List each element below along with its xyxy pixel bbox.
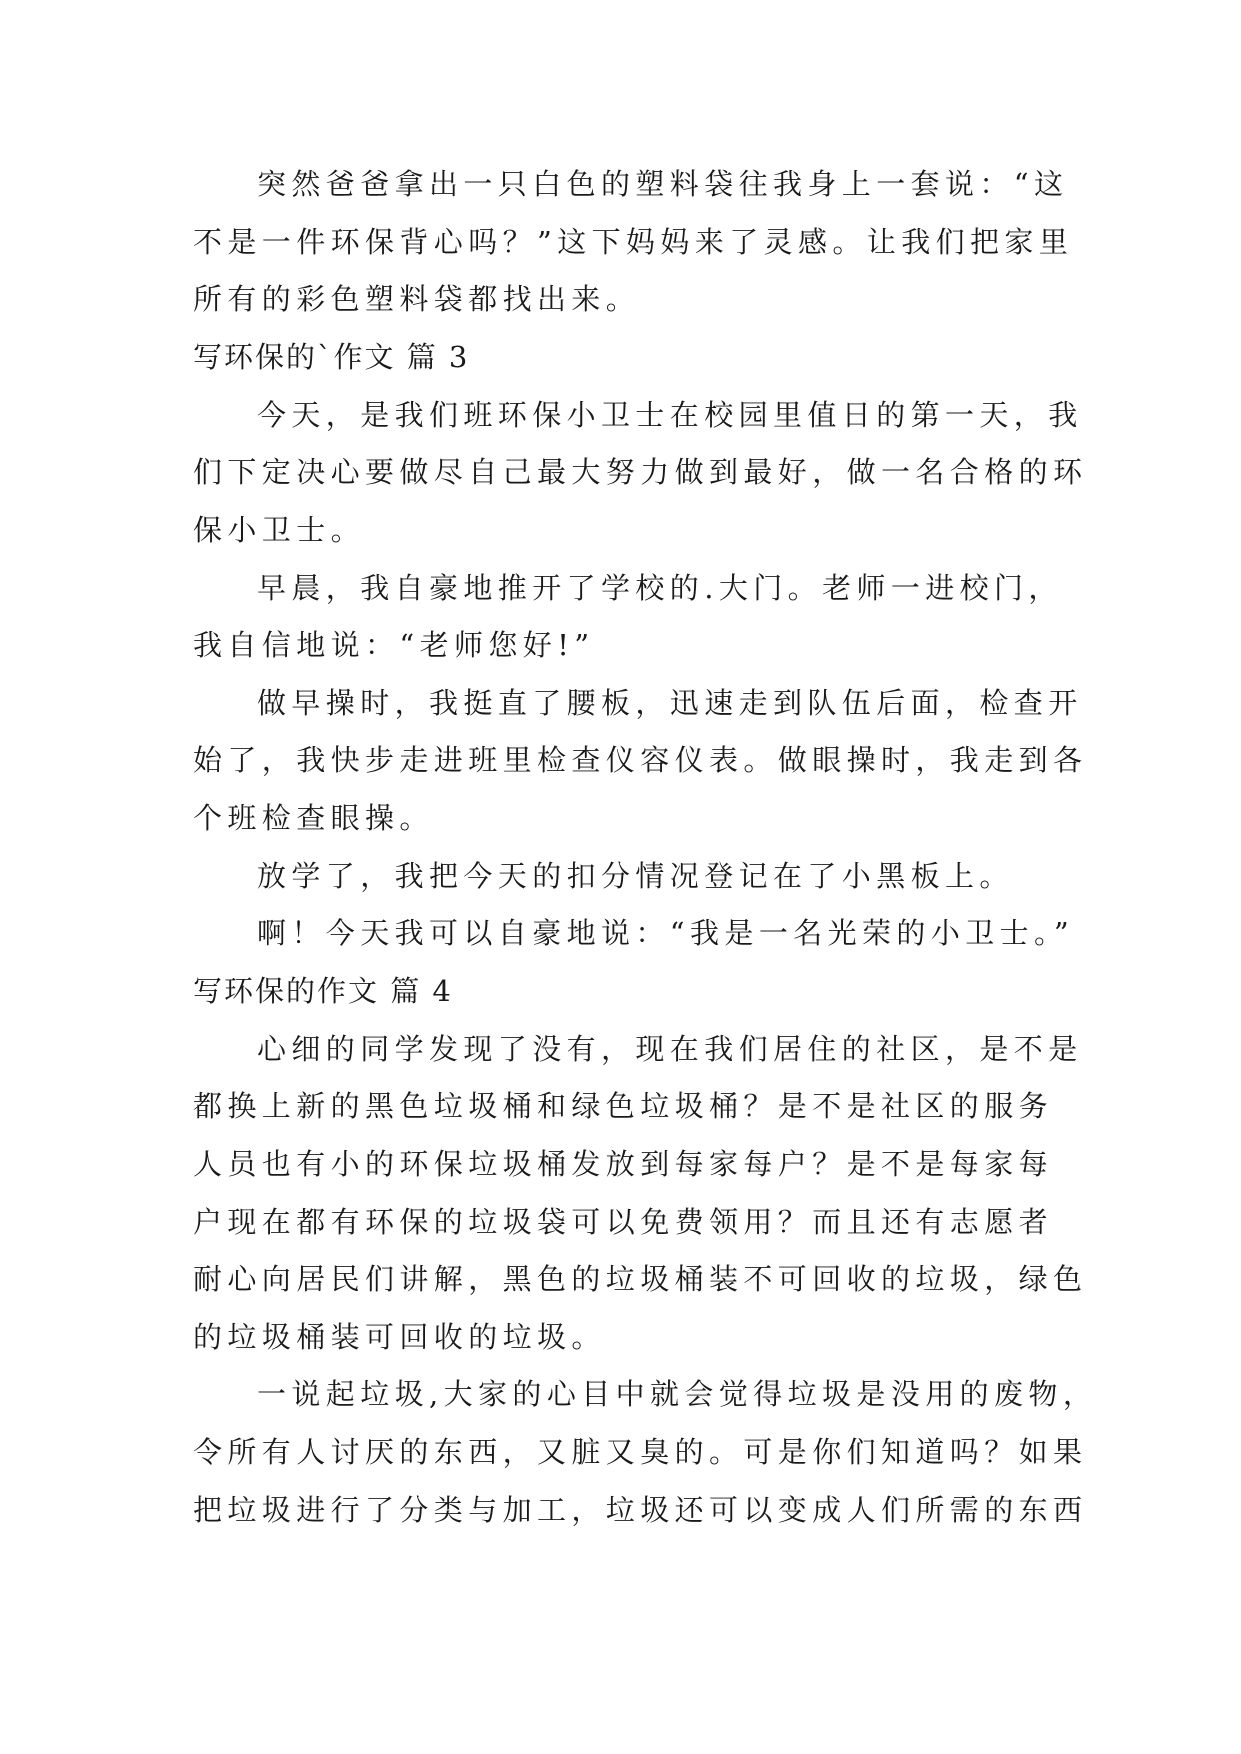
- paragraph-line: 耐心向居民们讲解，黑色的垃圾桶装不可回收的垃圾，绿色: [193, 1262, 1088, 1296]
- paragraph-line: 突然爸爸拿出一只白色的塑料袋往我身上一套说：“这: [257, 167, 1069, 201]
- paragraph-line: 个班检查眼操。: [193, 801, 434, 835]
- paragraph-line: 今天，是我们班环保小卫士在校园里值日的第一天，我: [257, 398, 1083, 432]
- paragraph-line: 的垃圾桶装可回收的垃圾。: [193, 1320, 606, 1354]
- paragraph-line: 都换上新的黑色垃圾桶和绿色垃圾桶？是不是社区的服务: [193, 1089, 1054, 1123]
- paragraph-line: 始了，我快步走进班里检查仪容仪表。做眼操时，我走到各: [193, 743, 1088, 777]
- paragraph-line: 做早操时，我挺直了腰板，迅速走到队伍后面，检查开: [257, 686, 1083, 720]
- paragraph-line: 人员也有小的环保垃圾桶发放到每家每户？是不是每家每: [193, 1147, 1054, 1181]
- paragraph-line: 心细的同学发现了没有，现在我们居住的社区，是不是: [257, 1032, 1083, 1066]
- paragraph-line: 不是一件环保背心吗？”这下妈妈来了灵感。让我们把家里: [193, 225, 1074, 259]
- paragraph-line: 们下定决心要做尽自己最大努力做到最好，做一名合格的环: [193, 455, 1088, 489]
- paragraph-line: 把垃圾进行了分类与加工，垃圾还可以变成人们所需的东西: [193, 1493, 1088, 1527]
- paragraph-line: 令所有人讨厌的东西，又脏又臭的。可是你们知道吗？如果: [193, 1435, 1088, 1469]
- paragraph-line: 一说起垃圾,大家的心目中就会觉得垃圾是没用的废物，: [257, 1377, 1098, 1411]
- paragraph-line: 早晨，我自豪地推开了学校的.大门。老师一进校门，: [257, 571, 1063, 605]
- section-heading: 写环保的作文 篇 4: [193, 974, 453, 1008]
- paragraph-line: 所有的彩色塑料袋都找出来。: [193, 282, 641, 316]
- paragraph-line: 放学了，我把今天的扣分情况登记在了小黑板上。: [257, 859, 1014, 893]
- paragraph-line: 户现在都有环保的垃圾袋可以免费领用？而且还有志愿者: [193, 1205, 1054, 1239]
- paragraph-line: 啊！今天我可以自豪地说：“我是一名光荣的小卫士。”: [257, 916, 1075, 950]
- section-heading: 写环保的`作文 篇 3: [193, 340, 470, 374]
- paragraph-line: 保小卫士。: [193, 513, 366, 547]
- paragraph-line: 我自信地说：“老师您好!”: [193, 628, 595, 662]
